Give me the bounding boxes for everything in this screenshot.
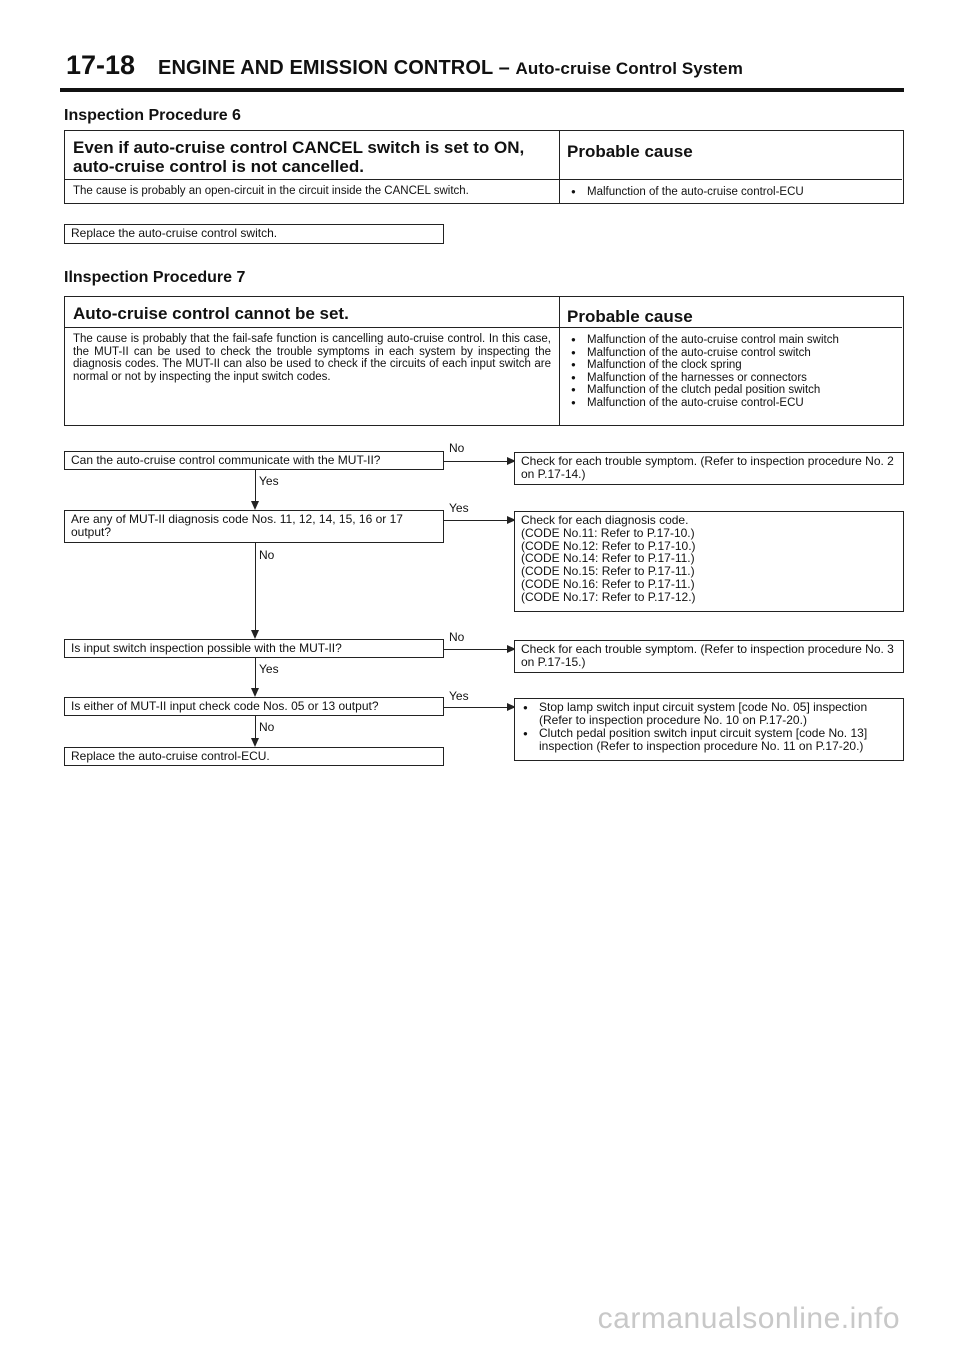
cause-item: ● Malfunction of the harnesses or connectors bbox=[567, 372, 899, 385]
flow-label-no: No bbox=[449, 441, 465, 455]
cause-item: ● Malfunction of the clutch pedal position switch bbox=[567, 384, 899, 397]
procedure6-table bbox=[64, 130, 904, 204]
flow-question-1: Can the auto-cruise control communicate with the MUT-II? bbox=[64, 451, 444, 470]
header-rule bbox=[60, 88, 904, 92]
flow-arrow bbox=[255, 543, 256, 637]
diagnosis-code-line: (CODE No.11: Refer to P.17-10.) bbox=[521, 525, 695, 540]
procedure7-symptom: Auto-cruise control cannot be set. bbox=[73, 304, 349, 323]
flow-result-1: Check for each trouble symptom. (Refer to inspection procedure No. 2 on P.17-14.) bbox=[514, 452, 904, 485]
cause-item: ● Malfunction of the auto-cruise control-ECU bbox=[567, 186, 899, 199]
cause-item: ● Malfunction of the auto-cruise control-ECU bbox=[567, 397, 899, 410]
flow-final-action: Replace the auto-cruise control-ECU. bbox=[64, 747, 444, 766]
section-subtitle: Auto-cruise Control System bbox=[515, 59, 743, 78]
flow-arrow bbox=[444, 461, 514, 462]
title-separator: – bbox=[498, 57, 510, 79]
diagnosis-code-line: (CODE No.16: Refer to P.17-11.) bbox=[521, 576, 695, 591]
flow-label-no: No bbox=[449, 630, 465, 644]
flow-arrow bbox=[444, 707, 514, 708]
flow-arrow bbox=[444, 520, 514, 521]
diagnosis-code-line: (CODE No.12: Refer to P.17-10.) bbox=[521, 538, 696, 553]
procedure7-comment: The cause is probably that the fail-safe function is cancelling auto-cruise control. In this case, the MUT-II can be used to check the trouble symptoms in each system by inspecting the diagnosis codes. The MUT-II can also be used to check if the circuits of each input switch are normal or not by inspecting the input switch codes. bbox=[73, 333, 551, 383]
flow-question-3: Is input switch inspection possible with the MUT-II? bbox=[64, 639, 444, 658]
flow-arrow bbox=[255, 658, 256, 695]
inspection-list bbox=[519, 701, 899, 753]
table-divider bbox=[559, 131, 560, 203]
page-number: 17-18 bbox=[66, 50, 136, 80]
procedure7-causes bbox=[563, 332, 903, 411]
flow-label-no: No bbox=[259, 720, 275, 734]
watermark: carmanualsonline.info bbox=[597, 1302, 900, 1335]
inspection-item: ● Clutch pedal position switch input circuit system [code No. 13] inspection (Refer to inspection procedure No. 11 on P.17-20.) bbox=[519, 727, 899, 753]
table-divider bbox=[65, 327, 902, 328]
procedure6-action: Replace the auto-cruise control switch. bbox=[64, 224, 444, 244]
flow-result-3: Check for each trouble symptom. (Refer to inspection procedure No. 3 on P.17-15.) bbox=[514, 640, 904, 673]
flow-label-yes: Yes bbox=[259, 474, 279, 488]
diagnosis-title: Check for each diagnosis code. bbox=[521, 513, 689, 527]
table-divider bbox=[559, 297, 560, 425]
cause-item: ● Malfunction of the auto-cruise control switch bbox=[567, 347, 899, 360]
cause-item: ● Malfunction of the auto-cruise control main switch bbox=[567, 334, 899, 347]
diagnosis-code-line: (CODE No.15: Refer to P.17-11.) bbox=[521, 564, 695, 579]
flow-arrow bbox=[444, 649, 514, 650]
flow-question-4: Is either of MUT-II input check code Nos. 05 or 13 output? bbox=[64, 697, 444, 716]
procedure7-cause-heading: Probable cause bbox=[567, 307, 693, 326]
inspection-item: ● Stop lamp switch input circuit system [code No. 05] inspection (Refer to inspection procedure No. 10 on P.17-20.) bbox=[519, 701, 899, 727]
procedure6-causes bbox=[563, 184, 903, 201]
procedure6-symptom: Even if auto-cruise control CANCEL switch is set to ON, auto-cruise control is not cancelled. bbox=[73, 138, 525, 176]
flow-result-2 bbox=[514, 511, 904, 612]
flow-arrow bbox=[255, 470, 256, 508]
flow-result-4 bbox=[514, 698, 904, 761]
procedure6-heading: Inspection Procedure 6 bbox=[64, 107, 241, 124]
section-title: ENGINE AND EMISSION CONTROL bbox=[158, 57, 493, 79]
flow-label-yes: Yes bbox=[259, 662, 279, 676]
procedure7-table bbox=[64, 296, 904, 426]
diagnosis-code-line: (CODE No.14: Refer to P.17-11.) bbox=[521, 551, 695, 566]
flow-label-no: No bbox=[259, 548, 275, 562]
procedure6-cause-heading: Probable cause bbox=[567, 142, 693, 161]
procedure7-heading: Ilnspection Procedure 7 bbox=[64, 269, 246, 286]
flow-question-2: Are any of MUT-II diagnosis code Nos. 11, 12, 14, 15, 16 or 17 output? bbox=[64, 510, 444, 543]
flow-label-yes: Yes bbox=[449, 501, 469, 515]
flow-label-yes: Yes bbox=[449, 689, 469, 703]
flow-arrow bbox=[255, 716, 256, 745]
table-divider bbox=[65, 179, 902, 180]
procedure6-comment: The cause is probably an open-circuit in the circuit inside the CANCEL switch. bbox=[73, 185, 469, 197]
page-title bbox=[158, 57, 743, 80]
cause-item: ● Malfunction of the clock spring bbox=[567, 359, 899, 372]
diagnosis-code-line: (CODE No.17: Refer to P.17-12.) bbox=[521, 589, 696, 604]
